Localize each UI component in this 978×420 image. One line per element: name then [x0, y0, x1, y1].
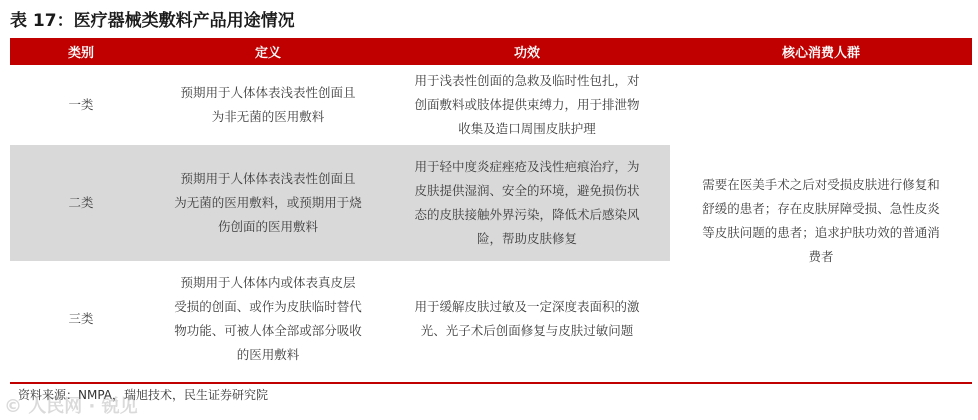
definition-line: 为无菌的医用敷料，或预期用于烧: [174, 195, 362, 210]
header-consumer: 核心消费人群: [670, 38, 972, 65]
header-definition: 定义: [152, 38, 384, 65]
header-efficacy: 功效: [384, 38, 670, 65]
definition-line: 受损的创面、或作为皮肤临时替代: [174, 299, 362, 314]
definition-line: 预期用于人体体表浅表性创面且: [180, 85, 356, 100]
category-cell: 三类: [68, 311, 94, 326]
source-note: 资料来源：NMPA，瑞旭技术，民生证券研究院: [18, 388, 269, 402]
table-row: [10, 65, 972, 145]
efficacy-line: 收集及造口周围皮肤护理: [458, 121, 596, 136]
efficacy-line: 光、光子术后创面修复与皮肤过敏问题: [420, 323, 634, 338]
efficacy-line: 险，帮助皮肤修复: [476, 231, 577, 246]
efficacy-cell: [384, 261, 670, 377]
consumer-line: 需要在医美手术之后对受损皮肤进行修复和: [702, 177, 940, 192]
category-cell: 一类: [68, 97, 94, 112]
efficacy-cell: [384, 145, 670, 261]
definition-line: 物功能、可被人体全部或部分吸收: [174, 323, 362, 338]
definition-cell: [152, 65, 384, 145]
efficacy-line: 态的皮肤接触外界污染，降低术后感染风: [414, 207, 640, 222]
efficacy-line: 用于缓解皮肤过敏及一定深度表面积的激: [414, 299, 640, 314]
definition-line: 预期用于人体体表浅表性创面且: [180, 171, 356, 186]
definition-line: 预期用于人体体内或体表真皮层: [180, 275, 356, 290]
watermark: © 人民网 · 锐见: [4, 396, 138, 417]
category-cell: 二类: [10, 145, 152, 261]
efficacy-cell: [384, 65, 670, 145]
definition-line: 的医用敷料: [236, 347, 300, 362]
consumer-line: 舒缓的患者；存在皮肤屏障受损、急性皮炎: [702, 201, 940, 216]
header-category: 类别: [10, 38, 152, 65]
consumer-cell: [670, 65, 972, 377]
bottom-rule: [10, 382, 972, 384]
consumer-line: 等皮肤问题的患者；追求护肤功效的普通消: [702, 225, 940, 240]
definition-cell: [152, 145, 384, 261]
definition-cell: [152, 261, 384, 377]
efficacy-line: 创面敷料或肢体提供束缚力，用于排泄物: [414, 97, 640, 112]
header-row: [10, 38, 972, 65]
consumer-line: 费者: [808, 249, 834, 264]
table-title: 表 17：医疗器械类敷料产品用途情况: [10, 11, 295, 31]
efficacy-line: 皮肤提供湿润、安全的环境，避免损伤状: [414, 183, 640, 198]
definition-line: 伤创面的医用敷料: [217, 219, 318, 234]
efficacy-line: 用于轻中度炎症痤疮及浅性疤痕治疗，为: [414, 159, 640, 174]
dressing-usage-table: [10, 38, 972, 377]
definition-line: 为非无菌的医用敷料: [211, 109, 325, 124]
efficacy-line: 用于浅表性创面的急救及临时性包扎，对: [414, 73, 640, 88]
